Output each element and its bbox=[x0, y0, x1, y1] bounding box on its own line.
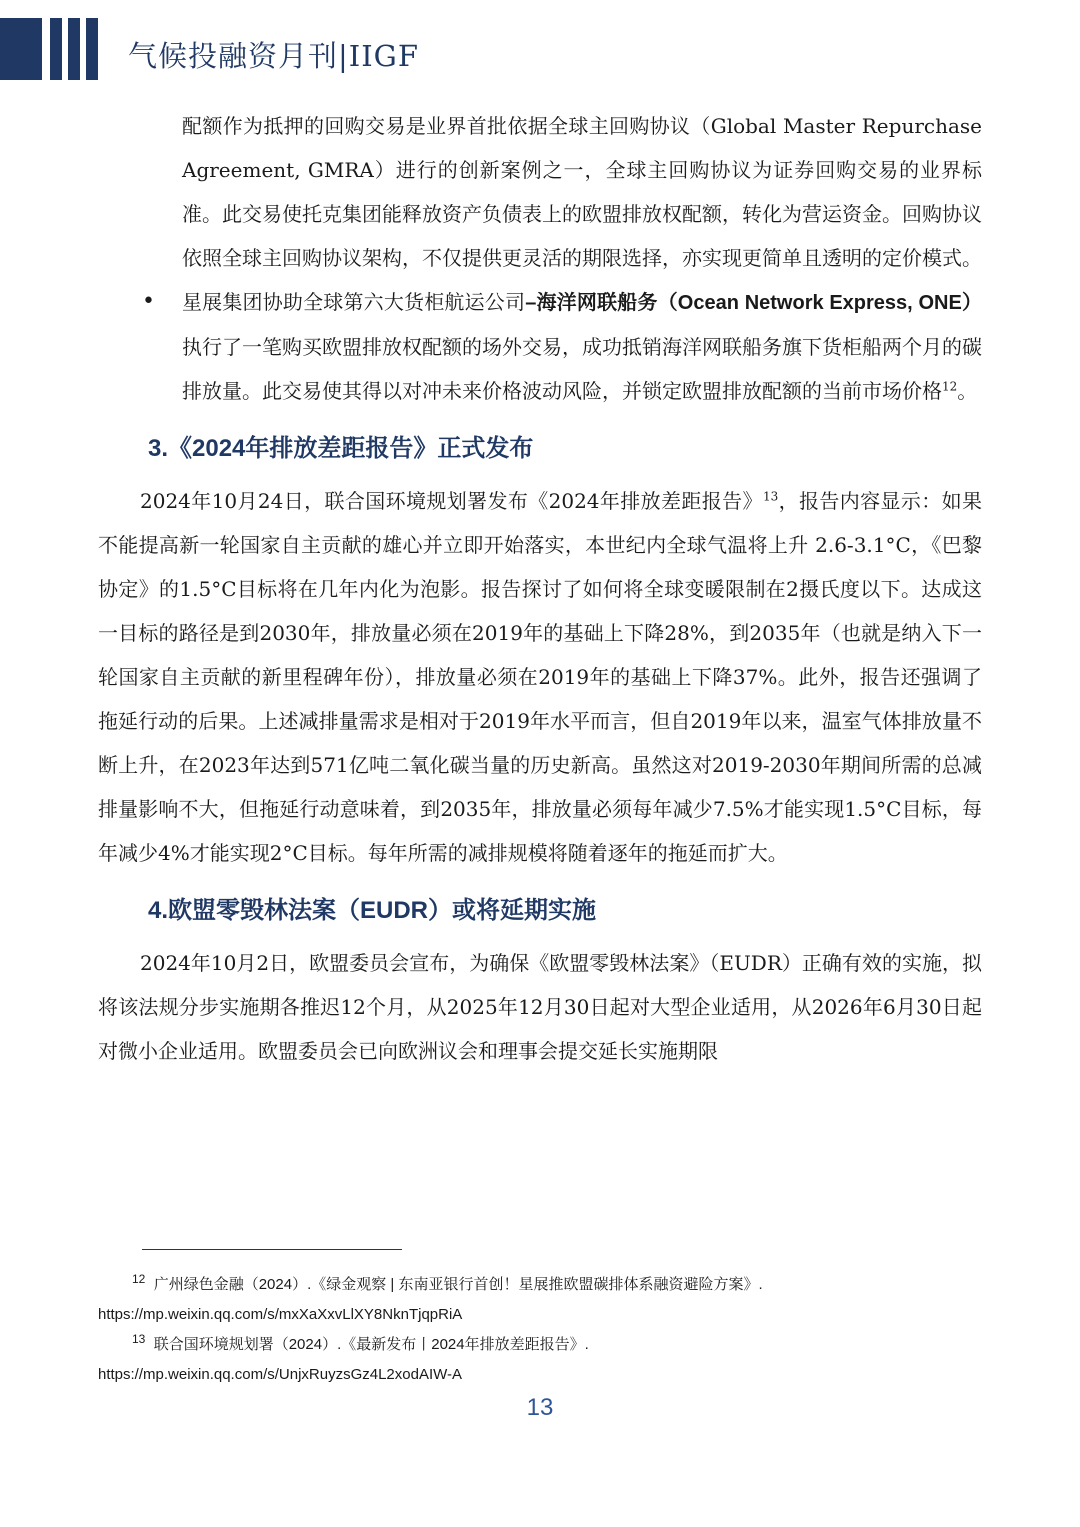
footnote-number: 12 bbox=[132, 1272, 146, 1286]
footnotes bbox=[98, 1270, 982, 1390]
footnote-text: 联合国环境规划署（2024）.《最新发布丨2024年排放差距报告》. bbox=[153, 1336, 589, 1353]
header-bar-stripe bbox=[68, 18, 80, 80]
bullet-text-part: 星展集团协助全球第六大货柜航运公司 bbox=[182, 290, 526, 314]
footnote-13-url[interactable]: https://mp.weixin.qq.com/s/UnjxRuyzsGz4L2xodAIW-A bbox=[98, 1366, 463, 1383]
footnote-ref: 13 bbox=[762, 489, 779, 504]
footnote-12 bbox=[98, 1270, 982, 1300]
section-3-text: 2024年10月24日，联合国环境规划署发布《2024年排放差距报告》 bbox=[140, 489, 763, 513]
bullet-item bbox=[98, 280, 982, 413]
footnote-text: 广州绿色金融（2024）.《绿金观察 | 东南亚银行首创！星展推欧盟碳排体系融资避险方案》. bbox=[153, 1276, 763, 1293]
page-number: 13 bbox=[526, 1394, 554, 1421]
page-header bbox=[0, 0, 1080, 80]
section-4-paragraph: 2024年10月2日，欧盟委员会宣布，为确保《欧盟零毁林法案》（EUDR）正确有效的实施，拟将该法规分步实施期各推迟12个月，从2025年12月30日起对大型企业适用，从2026年6月30日起对微小企业适用。欧盟委员会已向欧洲议会和理事会提交延长实施期限 bbox=[98, 951, 982, 1063]
bullet-text-part: 执行了一笔购买欧盟排放权配额的场外交易，成功抵销海洋网联船务旗下货柜船两个月的碳排放量。此交易使其得以对冲未来价格波动风险，并锁定欧盟排放配额的当前市场价格 bbox=[182, 335, 982, 403]
bullet-dot: • bbox=[142, 289, 155, 314]
footnote-13 bbox=[98, 1330, 982, 1360]
section-3-paragraph bbox=[98, 479, 982, 875]
bullet-text bbox=[182, 280, 982, 413]
header-bar-stripe bbox=[50, 18, 62, 80]
section-heading-3: 3.《2024年排放差距报告》正式发布 bbox=[148, 435, 534, 462]
header-bar-block bbox=[0, 18, 42, 80]
bullet-bold-text: –海洋网联船务（Ocean Network Express, ONE） bbox=[525, 292, 983, 314]
continued-paragraph: 配额作为抵押的回购交易是业界首批依据全球主回购协议（Global Master Repurchase Agreement, GMRA）进行的创新案例之一，全球主回购协议为证券回购交易的业界标准。此交易使托克集团能释放资产负债表上的欧盟排放权配额，转化为营运资金。回购协议依照全球主回购协议架构，不仅提供更灵活的期限选择，亦实现更简单且透明的定价模式。 bbox=[182, 114, 982, 270]
header-title: 气候投融资月刊|IIGF bbox=[128, 39, 419, 73]
main-content bbox=[98, 104, 982, 1073]
section-3-text: ，报告内容显示：如果不能提高新一轮国家自主贡献的雄心并立即开始落实，本世纪内全球气温将上升 2.6-3.1°C，《巴黎协定》的1.5°C目标将在几年内化为泡影。报告探讨了如何将全球变暖限制在2摄氏度以下。达成这一目标的路径是到2030年，排放量必须在2019年的基础上下降28%，到2035年（也就是纳入下一轮国家自主贡献的新里程碑年份），排放量必须在2019年的基础上下降37%。此外，报告还强调了拖延行动的后果。上述减排量需求是相对于2019年水平而言，但自2019年以来，温室气体排放量不断上升，在2023年达到571亿吨二氧化碳当量的历史新高。虽然这对2019-2030年期间所需的总减排量影响不大，但拖延行动意味着，到2035年，排放量必须每年减少7.5%才能实现1.5°C目标，每年减少4%才能实现2°C目标。每年所需的减排规模将随着逐年的拖延而扩大。 bbox=[98, 489, 983, 865]
header-bar-stripe bbox=[86, 18, 98, 80]
section-heading-4: 4.欧盟零毁林法案（EUDR）或将延期实施 bbox=[148, 897, 597, 924]
footnote-ref: 12 bbox=[942, 379, 958, 394]
footnote-number: 13 bbox=[132, 1332, 146, 1346]
bullet-text-end: 。 bbox=[957, 379, 978, 403]
footnote-12-url[interactable]: https://mp.weixin.qq.com/s/mxXaXxvLlXY8NknTjqpRiA bbox=[98, 1306, 463, 1323]
footnote-divider bbox=[142, 1249, 402, 1250]
